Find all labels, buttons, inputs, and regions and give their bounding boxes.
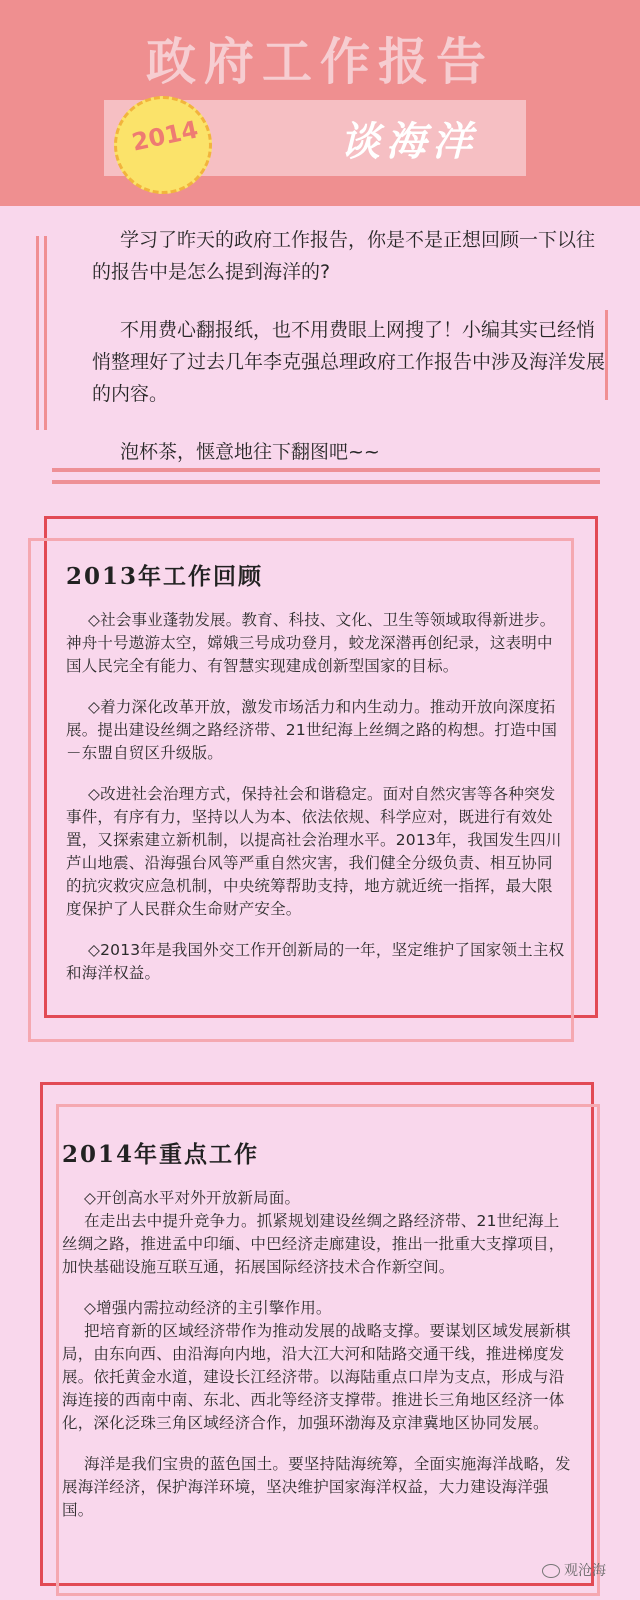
intro-paragraph-2: 不用费心翻报纸，也不用费眼上网搜了！小编其实已经悄悄整理好了过去几年李克强总理政府工作报告中涉及海洋发展的内容。 [92,319,606,405]
divider-line-2 [52,480,600,484]
decor-vline-left-2 [44,236,47,430]
year-badge-label: 2014 [129,115,201,157]
priorities-2014-paragraph: 在走出去中提升竞争力。抓紧规划建设丝绸之路经济带、21世纪海上丝绸之路，推进孟中印缅、中巴经济走廊建设，推出一批重大支撑项目，加快基础设施互联互通，拓展国际经济技术合作新空间。 [62,1212,565,1276]
wechat-icon [542,1564,560,1578]
priorities-2014-paragraph: 海洋是我们宝贵的蓝色国土。要坚持陆海统筹，全面实施海洋战略，发展海洋经济，保护海洋环境，坚决维护国家海洋权益，大力建设海洋强国。 [62,1455,571,1519]
priorities-2014-title: 2014年重点工作 [62,1141,260,1168]
divider-line-1 [52,468,600,472]
review-2013-title: 2013年工作回顾 [66,563,264,590]
header-title: 政府工作报告 [146,32,494,91]
header-subtitle: 谈海洋 [340,118,478,165]
priorities-2014-heading: ◇增强内需拉动经济的主引擎作用。 [84,1299,332,1317]
intro-paragraph-1: 学习了昨天的政府工作报告，你是不是正想回顾一下以往的报告中是怎么提到海洋的? [92,229,596,283]
review-2013-paragraph: ◇社会事业蓬勃发展。教育、科技、文化、卫生等领域取得新进步。神舟十号遨游太空，嫦娥三号成功登月，蛟龙深潜再创纪录，这表明中国人民完全有能力、有智慧实现建成创新型国家的目标。 [66,611,556,675]
review-2013-section [66,558,566,985]
intro-paragraph-3: 泡杯茶，惬意地往下翻图吧~~ [120,441,380,463]
review-2013-paragraph: ◇着力深化改革开放，激发市场活力和内生动力。推动开放向深度拓展。提出建设丝绸之路经济带、21世纪海上丝绸之路的构想。打造中国－东盟自贸区升级版。 [66,698,558,762]
header-banner [0,0,640,206]
footer-watermark [542,1560,606,1580]
footer-watermark-label: 观沧海 [564,1563,606,1579]
review-2013-paragraph: ◇改进社会治理方式，保持社会和谐稳定。面对自然灾害等各种突发事件，有序有力，坚持以人为本、依法依规、科学应对，既进行有效处置，又探索建立新机制，以提高社会治理水平。2013年，我国发生四川芦山地震、沿海强台风等严重自然灾害，我们健全分级负责、相互协同的抗灾救灾应急机制，中央统筹帮助支持，地方就近统一指挥，最大限度保护了人民群众生命财产安全。 [66,785,562,918]
priorities-2014-paragraph: 把培育新的区域经济带作为推动发展的战略支撑。要谋划区域发展新棋局，由东向西、由沿海向内地，沿大江大河和陆路交通干线，推进梯度发展。依托黄金水道，建设长江经济带。以海陆重点口岸为支点，形成与沿海连接的西南中南、东北、西北等经济支撑带。推进长三角地区经济一体化，深化泛珠三角区域经济合作，加强环渤海及京津冀地区协同发展。 [62,1322,571,1432]
intro-text [92,224,612,494]
priorities-2014-heading: ◇开创高水平对外开放新局面。 [84,1189,301,1207]
priorities-2014-section [62,1136,572,1522]
decor-vline-left [36,236,39,430]
review-2013-paragraph: ◇2013年是我国外交工作开创新局的一年，坚定维护了国家领土主权和海洋权益。 [66,941,565,982]
